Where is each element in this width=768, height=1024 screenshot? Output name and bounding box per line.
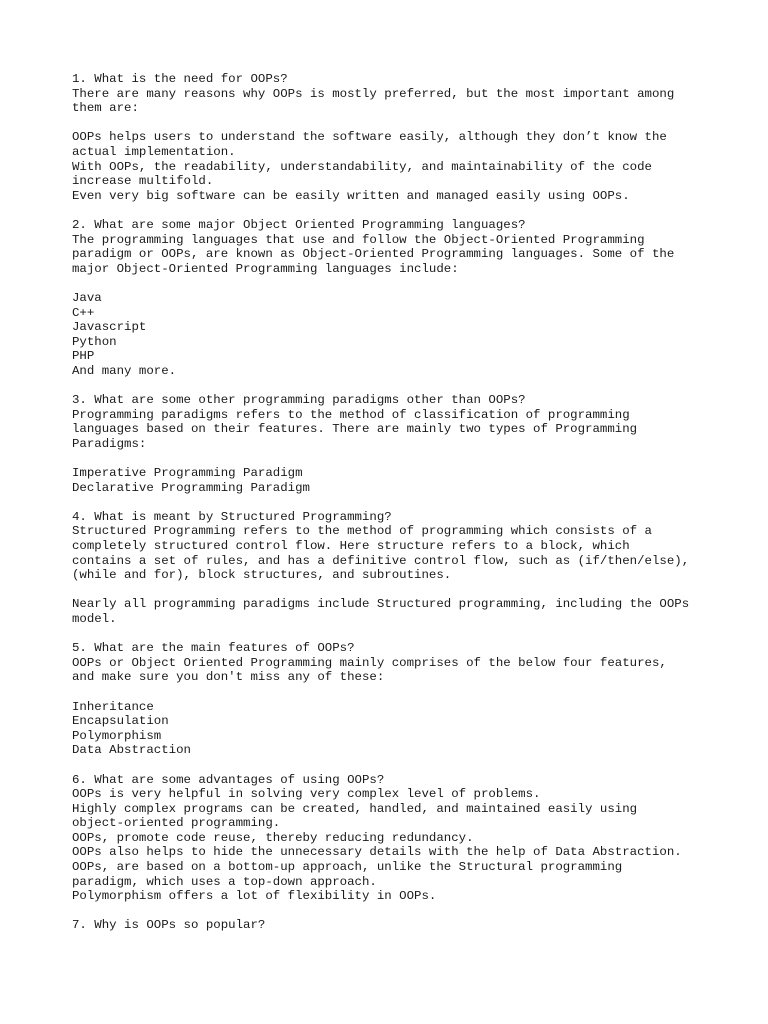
- text-line: Imperative Programming Paradigm: [72, 466, 303, 481]
- text-line: OOPs also helps to hide the unnecessary details with the help of Data Abstraction.: [72, 845, 682, 860]
- text-line: The programming languages that use and follow the Object-Oriented Programming: [72, 232, 645, 247]
- blank-line: [72, 583, 732, 598]
- text-line: Declarative Programming Paradigm: [72, 480, 310, 495]
- text-line: OOPs is very helpful in solving very complex level of problems.: [72, 787, 541, 802]
- blank-line: [72, 627, 732, 642]
- text-line: OOPs helps users to understand the software easily, although they don’t know the: [72, 130, 667, 145]
- blank-line: [72, 276, 732, 291]
- blank-line: [72, 378, 732, 393]
- question-heading: 6. What are some advantages of using OOPs?: [72, 772, 385, 787]
- text-line: Paradigms:: [72, 436, 147, 451]
- document-page: [72, 72, 732, 933]
- text-line: OOPs, promote code reuse, thereby reducing redundancy.: [72, 830, 474, 845]
- blank-line: [72, 685, 732, 700]
- blank-line: [72, 495, 732, 510]
- text-line: and make sure you don't miss any of these:: [72, 670, 385, 685]
- question-heading: 2. What are some major Object Oriented Programming languages?: [72, 217, 526, 232]
- text-line: paradigm or OOPs, are known as Object-Oriented Programming languages. Some of the: [72, 247, 675, 262]
- text-line: paradigm, which uses a top-down approach.: [72, 874, 377, 889]
- blank-line: [72, 451, 732, 466]
- text-line: major Object-Oriented Programming languages include:: [72, 261, 459, 276]
- text-line: model.: [72, 611, 117, 626]
- text-line: With OOPs, the readability, understandability, and maintainability of the code: [72, 159, 652, 174]
- question-heading: 7. Why is OOPs so popular?: [72, 918, 266, 933]
- blank-line: [72, 904, 732, 919]
- question-heading: 5. What are the main features of OOPs?: [72, 641, 355, 656]
- text-line: Polymorphism offers a lot of flexibility in OOPs.: [72, 889, 437, 904]
- text-line: There are many reasons why OOPs is mostly preferred, but the most important among: [72, 86, 675, 101]
- text-line: contains a set of rules, and has a definitive control flow, such as (if/then/else),: [72, 553, 690, 568]
- text-line: Data Abstraction: [72, 743, 191, 758]
- blank-line: [72, 758, 732, 773]
- text-line: increase multifold.: [72, 174, 214, 189]
- text-line: actual implementation.: [72, 144, 236, 159]
- text-line: Programming paradigms refers to the method of classification of programming: [72, 407, 630, 422]
- text-line: OOPs, are based on a bottom-up approach, unlike the Structural programming: [72, 860, 623, 875]
- text-line: PHP: [72, 349, 95, 364]
- text-line: Nearly all programming paradigms include Structured programming, including the OOPs: [72, 597, 690, 612]
- text-line: languages based on their features. There are mainly two types of Programming: [72, 422, 638, 437]
- text-line: Polymorphism: [72, 728, 162, 743]
- question-heading: 3. What are some other programming paradigms other than OOPs?: [72, 393, 526, 408]
- text-line: (while and for), block structures, and subroutines.: [72, 568, 452, 583]
- question-heading: 4. What is meant by Structured Programming?: [72, 509, 392, 524]
- text-line: Highly complex programs can be created, handled, and maintained easily using: [72, 801, 638, 816]
- text-line: Encapsulation: [72, 714, 169, 729]
- text-line: object-oriented programming.: [72, 816, 281, 831]
- blank-line: [72, 116, 732, 131]
- text-line: completely structured control flow. Here structure refers to a block, which: [72, 539, 630, 553]
- text-line: And many more.: [72, 363, 177, 378]
- text-line: Even very big software can be easily written and managed easily using OOPs.: [72, 188, 630, 203]
- text-line: Python: [72, 334, 117, 349]
- text-line: OOPs or Object Oriented Programming mainly comprises of the below four features,: [72, 655, 667, 670]
- text-line: C++: [72, 305, 95, 320]
- text-line: them are:: [72, 101, 139, 116]
- text-line: Inheritance: [72, 699, 154, 714]
- text-line: Javascript: [72, 320, 147, 335]
- text-line: Java: [72, 290, 102, 305]
- document-body: [72, 72, 732, 933]
- blank-line: [72, 203, 732, 218]
- question-heading: 1. What is the need for OOPs?: [72, 72, 288, 86]
- text-line: Structured Programming refers to the method of programming which consists of a: [72, 524, 652, 539]
